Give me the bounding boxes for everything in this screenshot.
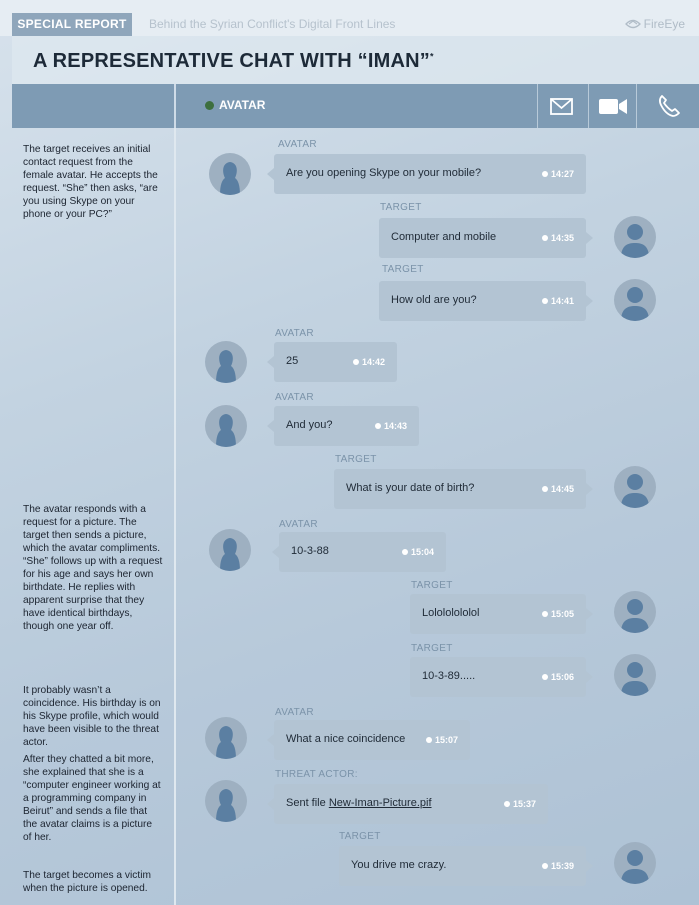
message-text: How old are you? <box>391 294 477 306</box>
clock-icon <box>375 423 381 429</box>
male-avatar-icon <box>614 216 656 258</box>
message-text: What is your date of birth? <box>346 482 475 494</box>
message-bubble[interactable] <box>279 532 446 572</box>
top-bar <box>0 0 699 36</box>
clock-icon <box>542 171 548 177</box>
clock-icon <box>504 801 510 807</box>
sidebar-note-1: The target receives an initial contact request from the female avatar. He accepts the request. “She” then asks, “are you using Skype on your phone or your PC?” <box>23 144 158 220</box>
message-sender: AVATAR <box>279 519 318 530</box>
male-avatar-icon <box>614 842 656 884</box>
sidebar-note-4: After they chatted a bit more, she explained that she is a “computer engineer working at a programming company in Beirut” and sends a file that the avatar claims is a picture of her. <box>23 754 161 843</box>
message-bubble[interactable] <box>274 342 397 382</box>
message-sender: TARGET <box>411 643 453 654</box>
message-time: 15:07 <box>426 735 458 745</box>
message-time: 15:06 <box>542 672 574 682</box>
sidebar-note-3: It probably wasn’t a coincidence. His birthday is on his Skype profile, which would have been visible to the threat actor. <box>23 685 161 748</box>
message-time: 15:05 <box>542 609 574 619</box>
mail-button[interactable] <box>537 84 585 128</box>
message-sender: AVATAR <box>278 139 317 150</box>
phone-icon <box>657 94 681 118</box>
video-call-button[interactable] <box>588 84 636 128</box>
message-sender: TARGET <box>380 202 422 213</box>
female-avatar-icon <box>209 529 251 571</box>
male-avatar-icon <box>614 654 656 696</box>
clock-icon <box>542 863 548 869</box>
chat-contact-name: AVATAR <box>219 98 266 112</box>
message-bubble[interactable] <box>379 281 586 321</box>
mail-icon <box>550 98 573 115</box>
brand-name: FireEye <box>643 17 685 31</box>
sidebar-header <box>12 84 174 128</box>
message-text: What a nice coincidence <box>286 733 406 745</box>
phone-call-button[interactable] <box>636 84 699 128</box>
message-sender: THREAT ACTOR: <box>275 769 358 780</box>
message-time: 15:39 <box>542 861 574 871</box>
sidebar-note-5: The target becomes a victim when the picture is opened. <box>23 870 151 894</box>
message-text: You drive me crazy. <box>351 859 447 871</box>
message-sender: TARGET <box>411 580 453 591</box>
message-bubble[interactable] <box>274 406 419 446</box>
clock-icon <box>402 549 408 555</box>
sidebar <box>12 128 174 905</box>
message-text: Are you opening Skype on your mobile? <box>286 167 482 179</box>
message-sender: AVATAR <box>275 707 314 718</box>
clock-icon <box>542 674 548 680</box>
message-sender: AVATAR <box>275 328 314 339</box>
column-divider <box>174 128 176 905</box>
message-bubble[interactable] <box>334 469 586 509</box>
clock-icon <box>542 611 548 617</box>
message-time: 14:27 <box>542 169 574 179</box>
male-avatar-icon <box>614 279 656 321</box>
message-time: 14:43 <box>375 421 407 431</box>
message-time: 14:41 <box>542 296 574 306</box>
message-bubble[interactable] <box>410 594 586 634</box>
chat-header <box>176 84 699 128</box>
brand-logo <box>625 17 685 31</box>
message-bubble[interactable] <box>274 154 586 194</box>
message-sender: AVATAR <box>275 392 314 403</box>
message-text: Lolololololol <box>422 607 480 619</box>
female-avatar-icon <box>205 405 247 447</box>
female-avatar-icon <box>205 341 247 383</box>
message-bubble[interactable] <box>274 720 470 760</box>
clock-icon <box>542 235 548 241</box>
message-text: Computer and mobile <box>391 231 497 243</box>
fireeye-logo-icon <box>625 19 641 29</box>
male-avatar-icon <box>614 591 656 633</box>
message-bubble[interactable] <box>339 846 586 886</box>
clock-icon <box>542 486 548 492</box>
clock-icon <box>542 298 548 304</box>
message-text: 25 <box>286 355 299 367</box>
message-text: Sent file New-Iman-Picture.pif <box>286 797 432 809</box>
message-sender: TARGET <box>335 454 377 465</box>
report-subtitle: Behind the Syrian Conflict's Digital Front Lines <box>149 17 396 31</box>
message-time: 15:04 <box>402 547 434 557</box>
title-band <box>12 36 699 84</box>
message-bubble[interactable] <box>274 784 548 824</box>
sidebar-note-2: The avatar responds with a request for a picture. The target then sends a picture, which the avatar compliments. “She” follows up with a request for his age and says her own birthdate. He replies with apparent surprise that they have identical birthdays, though one year off. <box>23 504 163 632</box>
report-tag: SPECIAL REPORT <box>12 13 132 36</box>
message-sender: TARGET <box>339 831 381 842</box>
female-avatar-icon <box>209 153 251 195</box>
message-text: 10-3-88 <box>291 545 329 557</box>
message-sender: TARGET <box>382 264 424 275</box>
female-avatar-icon <box>205 717 247 759</box>
message-time: 14:45 <box>542 484 574 494</box>
male-avatar-icon <box>614 466 656 508</box>
video-camera-icon <box>599 98 627 115</box>
message-bubble[interactable] <box>410 657 586 697</box>
message-time: 14:42 <box>353 357 385 367</box>
online-status-dot <box>205 101 214 110</box>
message-time: 15:37 <box>504 799 536 809</box>
message-text: 10-3-89..... <box>422 670 476 682</box>
page-title: A REPRESENTATIVE CHAT WITH “IMAN”* <box>33 50 434 72</box>
message-text: And you? <box>286 419 333 431</box>
message-bubble[interactable] <box>379 218 586 258</box>
clock-icon <box>426 737 432 743</box>
clock-icon <box>353 359 359 365</box>
file-link[interactable]: New-Iman-Picture.pif <box>328 797 432 809</box>
female-avatar-icon <box>205 780 247 822</box>
message-time: 14:35 <box>542 233 574 243</box>
